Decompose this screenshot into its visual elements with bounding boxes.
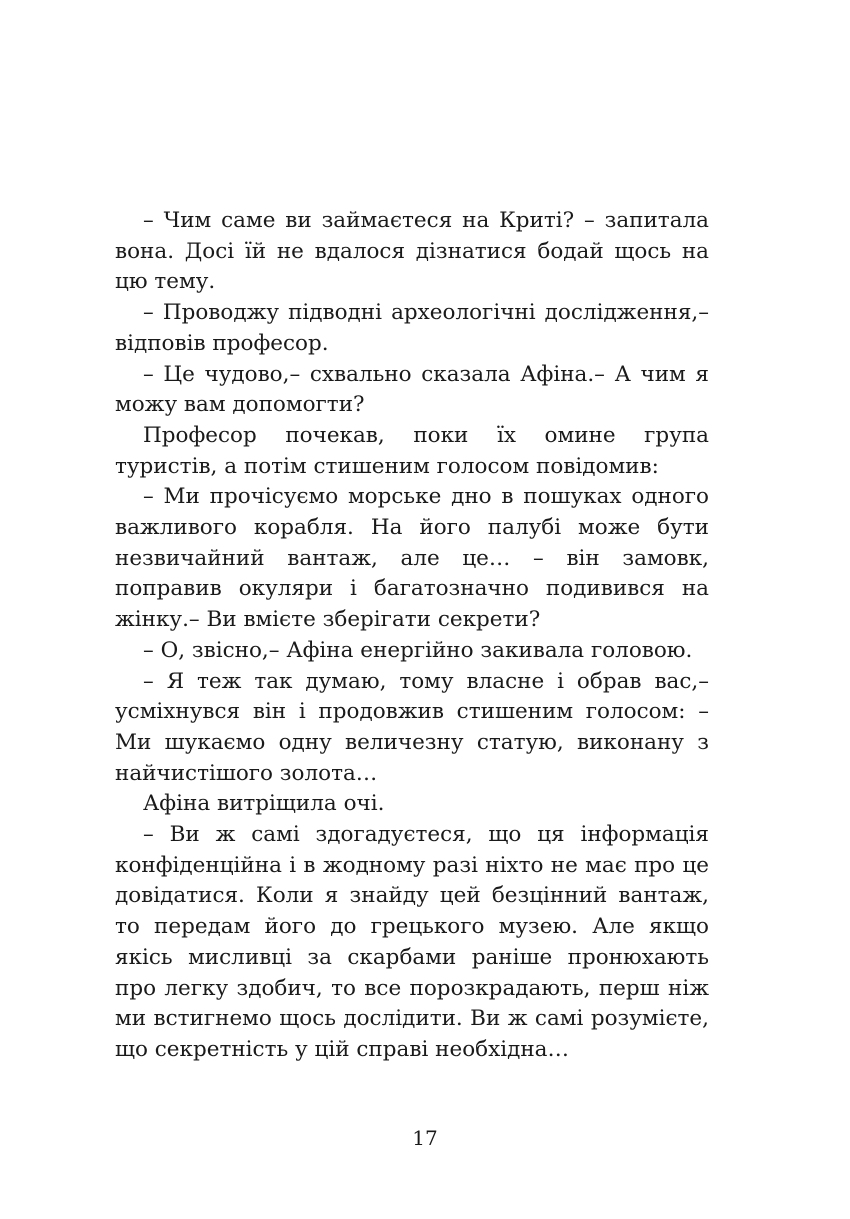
paragraph-8: Афіна витріщила очі. bbox=[143, 791, 385, 817]
paragraph-9: – Ви ж самі здогадуєтеся, що ця інформація конфіденційна і в жодному разі ніхто не має про це довідатися. Коли я знайду цей безцінний вантаж, то передам його до грецького музею. Але якщо якісь мисливці за скарбами раніше пронюхають про легку здобич, то все порозкрадають, перш ніж ми встигнемо щось дослідити. Ви ж самі розумієте, що секретність у цій справі необхідна… bbox=[115, 822, 709, 1062]
page-number: 17 bbox=[412, 1126, 438, 1150]
paragraph-2: – Проводжу підводні археологічні дослідження,– відповів професор. bbox=[115, 300, 709, 356]
body-text bbox=[115, 206, 709, 1066]
paragraph-6: – О, звісно,– Афіна енергійно закивала головою. bbox=[143, 637, 693, 663]
paragraph-1: – Чим саме ви займаєтеся на Криті? – запитала вона. Досі їй не вдалося дізнатися бодай щось на цю тему. bbox=[115, 208, 709, 295]
paragraph-5: – Ми прочісуємо морське дно в пошуках одного важливого корабля. На його палубі може бути незвичайний вантаж, але це… – він замовк, поправив окуляри і багатозначно подивився на жінку.– Ви вмієте зберігати секрети? bbox=[115, 484, 709, 633]
paragraph-3: – Це чудово,– схвально сказала Афіна.– А чим я можу вам допомогти? bbox=[115, 361, 709, 418]
paragraph-7: – Я теж так думаю, тому власне і обрав вас,– усміхнувся він і продовжив стишеним голосом: – Ми шукаємо одну величезну статую, виконану з найчистішого золота… bbox=[115, 668, 709, 786]
paragraph-4: Професор почекав, поки їх омине група туристів, а потім стишеним голосом повідомив: bbox=[115, 422, 709, 479]
